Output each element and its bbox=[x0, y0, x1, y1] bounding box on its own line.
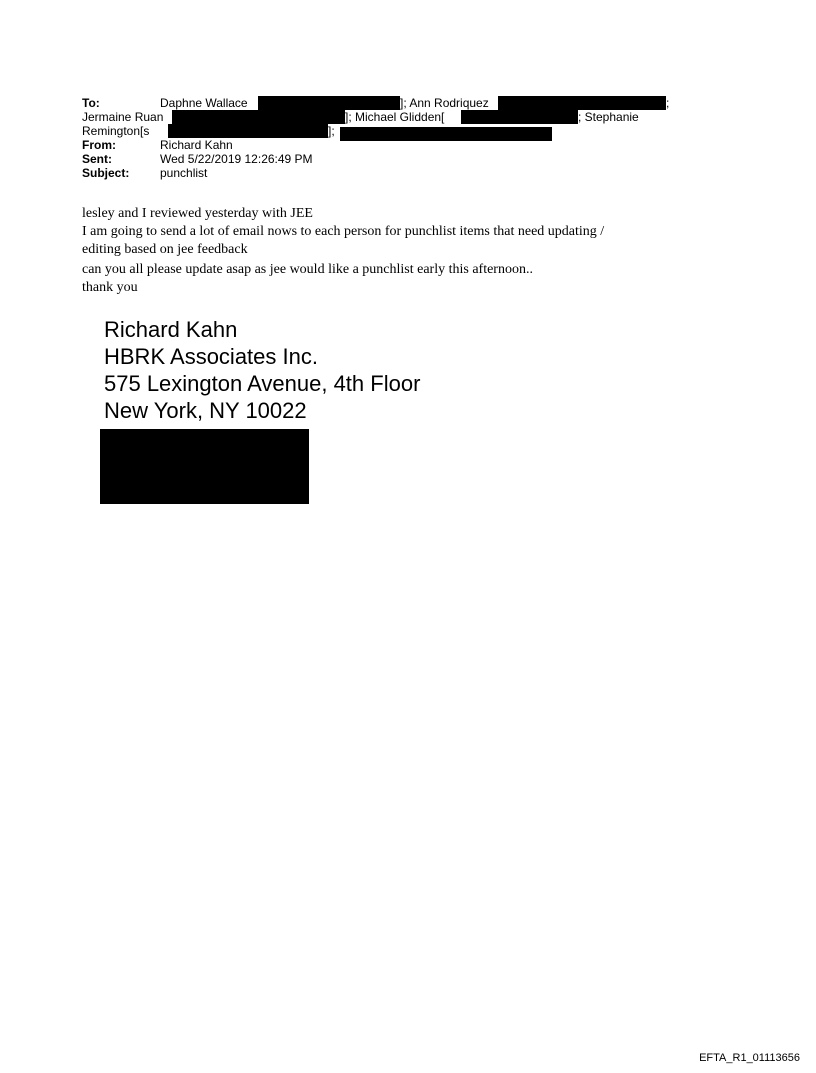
body-line: I am going to send a lot of email nows to each person for punchlist items that need updating / bbox=[82, 224, 605, 239]
sent-label: Sent: bbox=[82, 152, 112, 166]
recipient-michael-glidden: ]; Michael Glidden[ bbox=[345, 110, 445, 124]
redaction-bar bbox=[172, 110, 345, 124]
recipient-separator: ; bbox=[666, 96, 670, 110]
body-line: lesley and I reviewed yesterday with JEE bbox=[82, 206, 313, 221]
body-line: editing based on jee feedback bbox=[82, 242, 248, 257]
subject-value: punchlist bbox=[160, 166, 208, 180]
redaction-bar bbox=[168, 124, 328, 138]
signature-address-line2: New York, NY 10022 bbox=[104, 398, 307, 423]
redaction-bar bbox=[498, 96, 666, 110]
sent-value: Wed 5/22/2019 12:26:49 PM bbox=[160, 152, 313, 166]
document-id: EFTA_R1_01113656 bbox=[699, 1052, 800, 1064]
subject-label: Subject: bbox=[82, 166, 130, 180]
signature-address-line1: 575 Lexington Avenue, 4th Floor bbox=[104, 371, 421, 396]
recipient-jermaine-ruan: Jermaine Ruan bbox=[82, 110, 164, 124]
redaction-bar bbox=[258, 96, 400, 110]
recipient-remington: Remington[s bbox=[82, 124, 150, 138]
to-label: To: bbox=[82, 96, 100, 110]
recipient-daphne-wallace: Daphne Wallace bbox=[160, 96, 248, 110]
redaction-bar bbox=[340, 127, 552, 141]
body-line: can you all please update asap as jee would like a punchlist early this afternoon.. bbox=[82, 262, 533, 277]
signature-company: HBRK Associates Inc. bbox=[104, 344, 318, 369]
recipient-stephanie: ; Stephanie bbox=[578, 110, 639, 124]
body-line: thank you bbox=[82, 280, 138, 295]
recipient-ann-rodriquez: ]; Ann Rodriquez bbox=[400, 96, 489, 110]
recipient-separator: ]; bbox=[328, 124, 335, 138]
signature-redaction-block bbox=[100, 429, 309, 504]
from-value: Richard Kahn bbox=[160, 138, 233, 152]
from-label: From: bbox=[82, 138, 116, 152]
signature-name: Richard Kahn bbox=[104, 317, 238, 342]
redaction-bar bbox=[461, 110, 578, 124]
